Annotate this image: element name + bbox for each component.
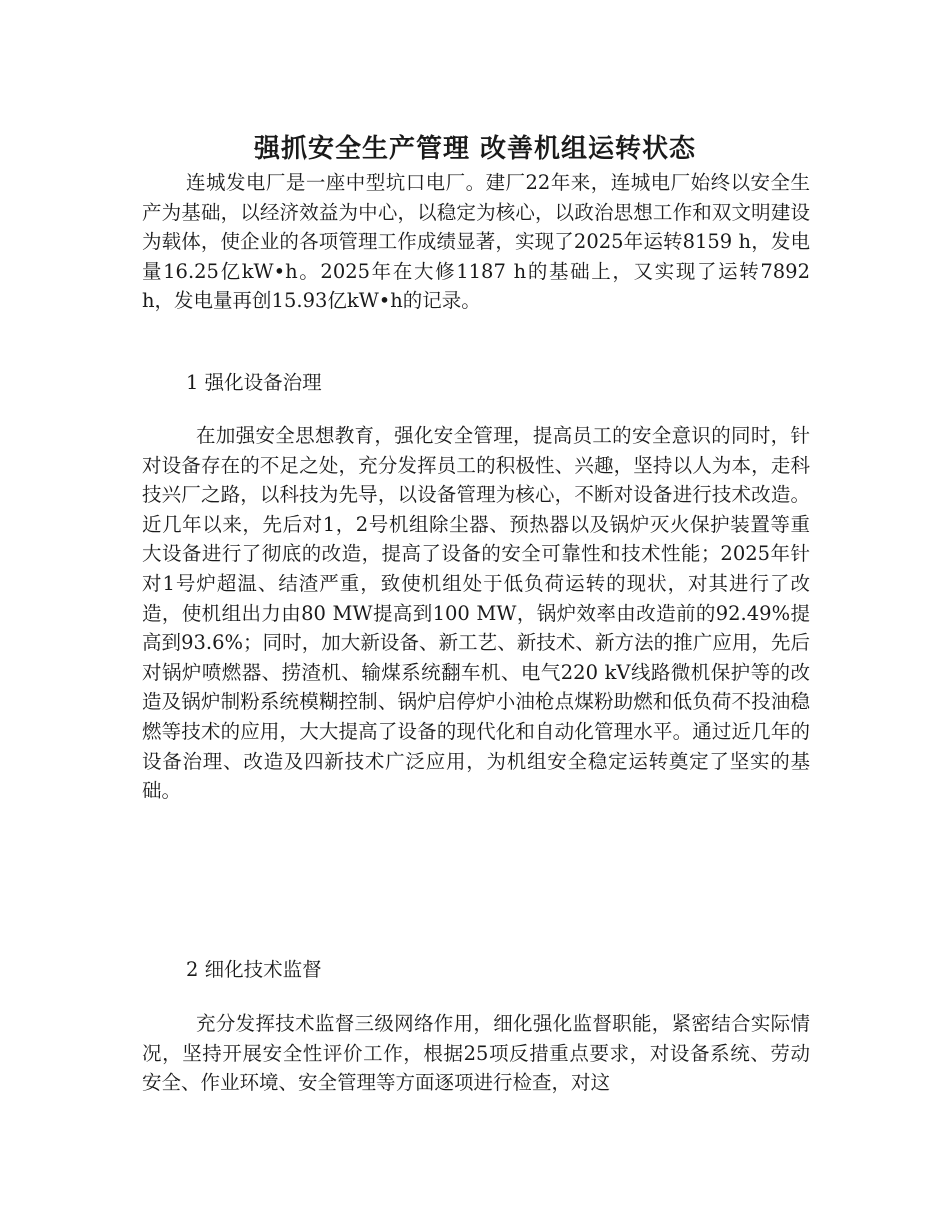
document-title: 强抓安全生产管理 改善机组运转状态 — [253, 134, 697, 165]
section-2-paragraph: 充分发挥技术监督三级网络作用，细化强化监督职能，紧密结合实际情况，坚持开展安全性评价工作，根据25项反措重点要求，对设备系统、劳动安全、作业环境、安全管理等方面逐项进行检查，对这 — [142, 1012, 810, 1095]
section-1-paragraph: 在加强安全思想教育，强化安全管理，提高员工的安全意识的同时，针对设备存在的不足之处，充分发挥员工的积极性、兴趣，坚持以人为本，走科技兴厂之路，以科技为先导，以设备管理为核心，不断对设备进行技术改造。近几年以来，先后对1，2号机组除尘器、预热器以及锅炉灭火保护装置等重大设备进行了彻底的改造，提高了设备的安全可靠性和技术性能；2025年针对1号炉超温、结渣严重，致使机组处于低负荷运转的现状，对其进行了改造，使机组出力由80 MW提高到100 MW，锅炉效率由改造前的92.49%提高到93.6%；同时，加大新设备、新工艺、新技术、新方法的推广应用，先后对锅炉喷燃器、捞渣机、输煤系统翻车机、电气220 kV线路微机保护等的改造及锅炉制粉系统模糊控制、锅炉启停炉小油枪点煤粉助燃和低负荷不投油稳燃等技术的应用，大大提高了设备的现代化和自动化管理水平。通过近几年的设备治理、改造及四新技术广泛应用，为机组安全稳定运转奠定了坚实的基础。 — [142, 424, 810, 803]
section-heading-2: 2 细化技术监督 — [186, 958, 322, 981]
section-heading-1: 1 强化设备治理 — [186, 371, 322, 394]
intro-paragraph: 连城发电厂是一座中型坑口电厂。建厂22年来，连城电厂始终以安全生产为基础，以经济效益为中心，以稳定为核心，以政治思想工作和双文明建设为载体，使企业的各项管理工作成绩显著，实现了2025年运转8159 h，发电量16.25亿kW•h。2025年在大修1187 h的基础上，又实现了运转7892 h，发电量再创15.93亿kW•h的记录。 — [142, 171, 810, 313]
